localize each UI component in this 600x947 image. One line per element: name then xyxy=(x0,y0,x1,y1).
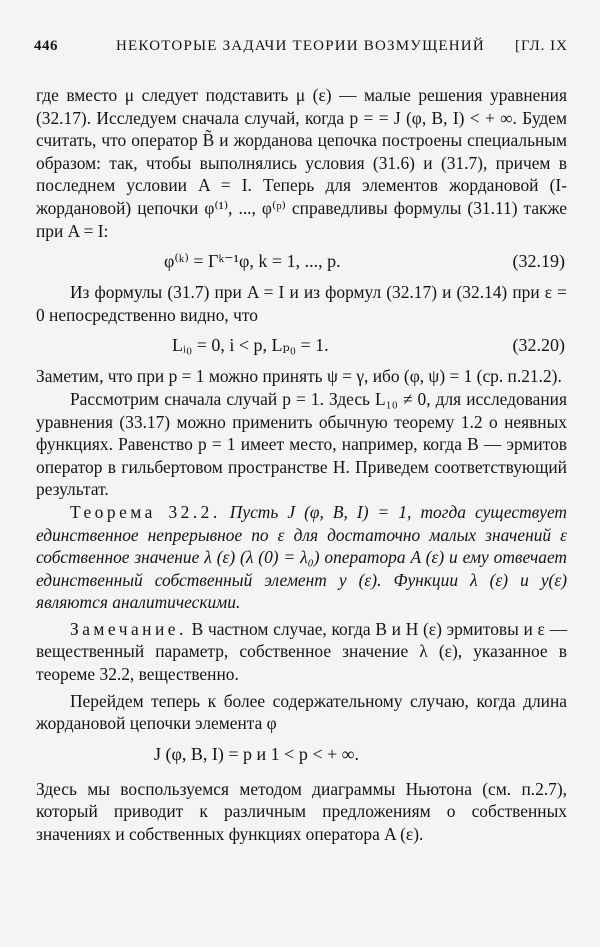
equation-expression: φ⁽ᵏ⁾ = Γᵏ⁻¹φ, k = 1, ..., p. xyxy=(164,251,341,272)
paragraph-note: Заметим, что при p = 1 можно принять ψ = γ, ибо (φ, ψ) = 1 (ср. п.21.2). xyxy=(36,366,562,387)
theorem-label: Теорема 32.2. xyxy=(70,501,221,522)
equation-number: (32.20) xyxy=(512,335,565,356)
paragraph-newton-diagram: Здесь мы воспользуемся методом диаграммы Ньютона (см. п.2.7), который приводит к различным предложениям о собственных значениях и собственных функциях оператора A (ε). xyxy=(36,778,567,845)
paragraph-transition: Перейдем теперь к более содержательному случаю, когда длина жордановой цепочки элемента φ xyxy=(36,690,567,734)
equation-expression: J (φ, B, I) = p и 1 < p < + ∞. xyxy=(154,743,359,764)
equation-32-20 xyxy=(36,326,567,365)
equation-expression: Lᵢ₀ = 0, i < p, Lₚ₀ = 1. xyxy=(172,335,329,356)
page-number: 446 xyxy=(34,38,58,54)
remark-label: Замечание. xyxy=(70,618,187,639)
paragraph-intro: где вместо μ следует подставить μ (ε) — малые решения уравнения (32.17). Исследуем сначала случай, когда p = = J (φ, B, I) < + ∞. Будем считать, что оператор B̃ и жорданова цепочка построены специальным образом: так, чтобы выполнялись условия (31.6) и (31.7), причем в последнем условии A = I. Теперь для элементов жордановой (I-жордановой) цепочки φ⁽¹⁾, ..., φ⁽ᵖ⁾ справедливы формулы (31.11) также при A = I: xyxy=(36,85,567,241)
equation-number: (32.19) xyxy=(512,251,565,272)
remark-text: В частном случае, когда B и H (ε) эрмитовы и ε — вещественный параметр, собственное значение λ (ε), указанное в теореме 32.2, вещественно. xyxy=(36,618,567,685)
theorem-text: Пусть J (φ, B, I) = 1, тогда существует единственное непрерывное по ε для достаточно малых значений ε собственное значение λ (ε) (λ (0) = λ₀) оператора A (ε) и ему отвечает единственный собственный элемент y (ε). Функции λ (ε) и y(ε) являются аналитическими. xyxy=(36,501,567,613)
chapter-marker: [ГЛ. IX xyxy=(514,38,568,54)
equation-jordan-length xyxy=(36,735,567,774)
paragraph-formula-ref: Из формулы (31.7) при A = I и из формул (32.17) и (32.14) при ε = 0 непосредственно видно, что xyxy=(36,282,567,325)
equation-32-19 xyxy=(36,242,567,281)
theorem-block xyxy=(36,501,567,614)
running-title: НЕКОТОРЫЕ ЗАДАЧИ ТЕОРИИ ВОЗМУЩЕНИЙ xyxy=(116,38,485,54)
paragraph-case-p1: Рассмотрим сначала случай p = 1. Здесь L₁₀ ≠ 0, для исследования уравнения (33.17) можно применить обычную теорему 1.2 о неявных функциях. Равенство p = 1 имеет место, например, когда B — эрмитов оператор в гильбертовом пространстве H. Приведем соответствующий результат. xyxy=(36,388,567,500)
page-body xyxy=(36,84,567,846)
remark-block xyxy=(36,618,567,686)
